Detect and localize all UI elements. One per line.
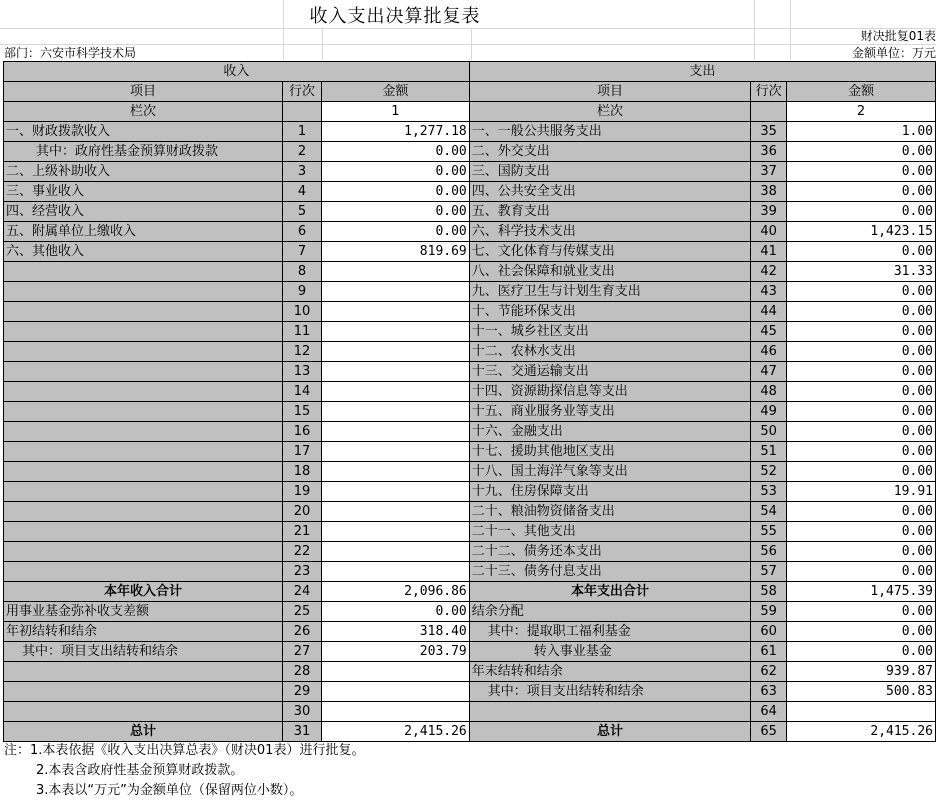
expense-amount: [787, 702, 936, 722]
expense-item: 其中：提取职工福利基金: [469, 622, 750, 642]
income-item: [4, 542, 283, 562]
income-row-number: 5: [283, 202, 322, 222]
income-amount: [321, 382, 469, 402]
income-amount: 1,277.18: [321, 122, 469, 142]
expense-amount: 0.00: [787, 502, 936, 522]
income-row-number: 20: [283, 502, 322, 522]
expense-row-number: 44: [751, 302, 787, 322]
income-item: [4, 322, 283, 342]
income-item: 用事业基金弥补收支差额: [4, 602, 283, 622]
expense-row-number: 60: [751, 622, 787, 642]
income-item: [4, 262, 283, 282]
expense-amount: 0.00: [787, 382, 936, 402]
expense-row-number: 51: [751, 442, 787, 462]
expense-amount: 19.91: [787, 482, 936, 502]
expense-row-number: 37: [751, 162, 787, 182]
expense-item: 十四、资源勘探信息等支出: [469, 382, 750, 402]
expense-amount: 0.00: [787, 142, 936, 162]
table-row: [4, 282, 936, 302]
income-item: 年初结转和结余: [4, 622, 283, 642]
expense-row-number: 53: [751, 482, 787, 502]
table-row: [4, 182, 936, 202]
expense-amount: 0.00: [787, 242, 936, 262]
income-row-number: 17: [283, 442, 322, 462]
income-row-number: 9: [283, 282, 322, 302]
income-rowno-header: 行次: [283, 82, 322, 102]
income-row-number: 31: [283, 722, 322, 742]
table-row: [4, 662, 936, 682]
expense-amount: 0.00: [787, 622, 936, 642]
expense-row-number: 63: [751, 682, 787, 702]
income-column-number: 1: [321, 102, 469, 122]
expense-row-number: 56: [751, 542, 787, 562]
report-title: 收入支出决算批复表: [309, 6, 481, 27]
income-amount: [321, 682, 469, 702]
expense-amount: 0.00: [787, 562, 936, 582]
income-item: [4, 422, 283, 442]
income-item: 总计: [4, 722, 283, 742]
income-amount: [321, 562, 469, 582]
income-column-label: 栏次: [4, 102, 283, 122]
income-row-number: 11: [283, 322, 322, 342]
expense-amount: 0.00: [787, 202, 936, 222]
expense-row-number: 38: [751, 182, 787, 202]
income-amount: [321, 362, 469, 382]
income-item: 二、上级补助收入: [4, 162, 283, 182]
expense-amount: 0.00: [787, 542, 936, 562]
expense-amount: 0.00: [787, 462, 936, 482]
income-row-number: 15: [283, 402, 322, 422]
income-row-number: 23: [283, 562, 322, 582]
income-item: [4, 562, 283, 582]
expense-row-number: 39: [751, 202, 787, 222]
income-row-number: 29: [283, 682, 322, 702]
income-amount: [321, 322, 469, 342]
table-row: [4, 682, 936, 702]
income-amount: 2,096.86: [321, 582, 469, 602]
income-item: [4, 282, 283, 302]
expense-row-number: 36: [751, 142, 787, 162]
footnote-2: 2.本表含政府性基金预算财政拨款。: [36, 763, 244, 778]
expense-amount: 0.00: [787, 422, 936, 442]
income-row-number: 22: [283, 542, 322, 562]
income-amount-header: 金额: [321, 82, 469, 102]
income-row-number: 4: [283, 182, 322, 202]
expense-row-number: 48: [751, 382, 787, 402]
expense-item: 十八、国土海洋气象等支出: [469, 462, 750, 482]
table-row: [4, 222, 936, 242]
income-amount: [321, 442, 469, 462]
expense-row-number: 62: [751, 662, 787, 682]
expense-amount: 0.00: [787, 602, 936, 622]
table-row: [4, 142, 936, 162]
expense-item: 十五、商业服务业等支出: [469, 402, 750, 422]
income-row-number: 19: [283, 482, 322, 502]
table-row: [4, 122, 936, 142]
expense-amount: 0.00: [787, 362, 936, 382]
income-section-header: 收入: [4, 62, 470, 82]
footnote-3: 3.本表以“万元”为金额单位（保留两位小数）。: [36, 783, 303, 798]
income-amount: [321, 262, 469, 282]
table-row: [4, 242, 936, 262]
income-row-number: 27: [283, 642, 322, 662]
income-amount: 318.40: [321, 622, 469, 642]
expense-row-number: 35: [751, 122, 787, 142]
table-row: [4, 382, 936, 402]
table-row: [4, 362, 936, 382]
expense-item: 五、教育支出: [469, 202, 750, 222]
income-amount: [321, 702, 469, 722]
income-amount: [321, 542, 469, 562]
income-item: [4, 302, 283, 322]
table-row: [4, 262, 936, 282]
income-amount: [321, 502, 469, 522]
expense-amount: 1,423.15: [787, 222, 936, 242]
table-row: [4, 582, 936, 602]
expense-item: 十二、农林水支出: [469, 342, 750, 362]
income-item: 五、附属单位上缴收入: [4, 222, 283, 242]
expense-row-number: 57: [751, 562, 787, 582]
table-row: [4, 402, 936, 422]
expense-amount: 0.00: [787, 402, 936, 422]
income-row-number: 24: [283, 582, 322, 602]
income-item: 三、事业收入: [4, 182, 283, 202]
income-item: 其中：项目支出结转和结余: [4, 642, 283, 662]
income-amount: [321, 282, 469, 302]
expense-item: 结余分配: [469, 602, 750, 622]
income-item: 本年收入合计: [4, 582, 283, 602]
income-amount: 0.00: [321, 202, 469, 222]
expense-section-header: 支出: [469, 62, 935, 82]
income-amount: [321, 462, 469, 482]
header-row-columns: [4, 82, 936, 102]
expense-amount: 0.00: [787, 342, 936, 362]
income-amount: 0.00: [321, 602, 469, 622]
expense-item: 一、一般公共服务支出: [469, 122, 750, 142]
expense-item: 年末结转和结余: [469, 662, 750, 682]
expense-item: 十、节能环保支出: [469, 302, 750, 322]
form-code: 财决批复01表: [860, 29, 936, 43]
income-amount: [321, 482, 469, 502]
expense-item: 十三、交通运输支出: [469, 362, 750, 382]
expense-amount: 31.33: [787, 262, 936, 282]
expense-amount: 0.00: [787, 522, 936, 542]
expense-amount: 0.00: [787, 302, 936, 322]
income-row-number: 10: [283, 302, 322, 322]
income-item: [4, 482, 283, 502]
expense-row-number: 42: [751, 262, 787, 282]
income-item: 一、财政拨款收入: [4, 122, 283, 142]
income-row-number: 16: [283, 422, 322, 442]
income-row-number: 1: [283, 122, 322, 142]
income-amount: [321, 422, 469, 442]
expense-row-number: 41: [751, 242, 787, 262]
table-row: [4, 482, 936, 502]
table-row: [4, 462, 936, 482]
table-row: [4, 442, 936, 462]
expense-column-number: 2: [787, 102, 936, 122]
table-row: [4, 502, 936, 522]
expense-item: 十六、金融支出: [469, 422, 750, 442]
header-row-sections: [4, 62, 936, 82]
expense-row-number: 45: [751, 322, 787, 342]
expense-item: 二十三、债务付息支出: [469, 562, 750, 582]
income-amount: 0.00: [321, 162, 469, 182]
expense-amount: 0.00: [787, 442, 936, 462]
table-row: [4, 202, 936, 222]
income-row-number: 6: [283, 222, 322, 242]
income-item: [4, 402, 283, 422]
income-expense-table: [3, 61, 936, 742]
department-label: 部门：六安市科学技术局: [4, 46, 137, 60]
table-row: [4, 642, 936, 662]
expense-amount: 0.00: [787, 642, 936, 662]
income-amount: [321, 402, 469, 422]
expense-amount: 500.83: [787, 682, 936, 702]
header-row-column-numbers: [4, 102, 936, 122]
income-amount: 0.00: [321, 222, 469, 242]
expense-item: 二十、粮油物资储备支出: [469, 502, 750, 522]
expense-amount: 0.00: [787, 162, 936, 182]
table-row: [4, 562, 936, 582]
table-row: [4, 302, 936, 322]
expense-item: 四、公共安全支出: [469, 182, 750, 202]
expense-amount: 0.00: [787, 282, 936, 302]
expense-row-number: 54: [751, 502, 787, 522]
expense-item: 本年支出合计: [469, 582, 750, 602]
expense-item: 十一、城乡社区支出: [469, 322, 750, 342]
expense-amount: 0.00: [787, 322, 936, 342]
expense-amount-header: 金额: [787, 82, 936, 102]
expense-row-number: 49: [751, 402, 787, 422]
expense-row-number: 50: [751, 422, 787, 442]
income-row-number: 21: [283, 522, 322, 542]
expense-row-number: 58: [751, 582, 787, 602]
expense-amount: 1,475.39: [787, 582, 936, 602]
expense-item: 七、文化体育与传媒支出: [469, 242, 750, 262]
income-amount: 819.69: [321, 242, 469, 262]
income-row-number: 26: [283, 622, 322, 642]
table-row: [4, 722, 936, 742]
expense-row-number: 61: [751, 642, 787, 662]
income-row-number: 13: [283, 362, 322, 382]
income-amount: 2,415.26: [321, 722, 469, 742]
expense-item: 二十一、其他支出: [469, 522, 750, 542]
income-item: [4, 442, 283, 462]
expense-row-number: 65: [751, 722, 787, 742]
table-row: [4, 342, 936, 362]
income-item: 其中：政府性基金预算财政拨款: [4, 142, 283, 162]
unit-label: 金额单位：万元: [851, 46, 936, 60]
income-row-number: 28: [283, 662, 322, 682]
income-amount: [321, 662, 469, 682]
income-item: [4, 342, 283, 362]
income-row-number: 14: [283, 382, 322, 402]
expense-item: 六、科学技术支出: [469, 222, 750, 242]
expense-item: 十七、援助其他地区支出: [469, 442, 750, 462]
income-item: 四、经营收入: [4, 202, 283, 222]
expense-item: 三、国防支出: [469, 162, 750, 182]
income-row-number: 18: [283, 462, 322, 482]
income-amount: [321, 342, 469, 362]
income-row-number: 2: [283, 142, 322, 162]
expense-row-number: 52: [751, 462, 787, 482]
income-row-number: 8: [283, 262, 322, 282]
expense-item: 二十二、债务还本支出: [469, 542, 750, 562]
expense-item-header: 项目: [469, 82, 750, 102]
expense-amount: 0.00: [787, 182, 936, 202]
expense-amount: 2,415.26: [787, 722, 936, 742]
expense-item: [469, 702, 750, 722]
table-row: [4, 542, 936, 562]
expense-item: 九、医疗卫生与计划生育支出: [469, 282, 750, 302]
income-row-number: 3: [283, 162, 322, 182]
expense-row-number: 59: [751, 602, 787, 622]
income-amount: 0.00: [321, 182, 469, 202]
income-item: [4, 462, 283, 482]
income-item-header: 项目: [4, 82, 283, 102]
income-amount: [321, 302, 469, 322]
expense-item: 二、外交支出: [469, 142, 750, 162]
table-row: [4, 622, 936, 642]
expense-row-number: 47: [751, 362, 787, 382]
income-row-number: 30: [283, 702, 322, 722]
footnotes: [4, 741, 364, 801]
expense-amount: 939.87: [787, 662, 936, 682]
income-item: [4, 382, 283, 402]
expense-row-number: 43: [751, 282, 787, 302]
expense-amount: 1.00: [787, 122, 936, 142]
expense-item: 其中：项目支出结转和结余: [469, 682, 750, 702]
income-row-number: 25: [283, 602, 322, 622]
income-item: [4, 662, 283, 682]
income-item: [4, 502, 283, 522]
expense-rowno-header: 行次: [751, 82, 787, 102]
income-item: [4, 522, 283, 542]
income-item: [4, 682, 283, 702]
expense-column-label: 栏次: [469, 102, 750, 122]
table-row: [4, 702, 936, 722]
expense-item: 八、社会保障和就业支出: [469, 262, 750, 282]
table-row: [4, 162, 936, 182]
expense-row-number: 55: [751, 522, 787, 542]
expense-row-number: 64: [751, 702, 787, 722]
table-row: [4, 422, 936, 442]
expense-row-number: 46: [751, 342, 787, 362]
expense-item: 十九、住房保障支出: [469, 482, 750, 502]
income-item: 六、其他收入: [4, 242, 283, 262]
income-amount: [321, 522, 469, 542]
table-row: [4, 602, 936, 622]
income-amount: 203.79: [321, 642, 469, 662]
expense-item: 转入事业基金: [469, 642, 750, 662]
expense-row-number: 40: [751, 222, 787, 242]
income-item: [4, 702, 283, 722]
table-row: [4, 322, 936, 342]
footnote-1: 注：1.本表依据《收入支出决算总表》（财决01表）进行批复。: [4, 743, 365, 758]
income-amount: 0.00: [321, 142, 469, 162]
table-row: [4, 522, 936, 542]
income-row-number: 12: [283, 342, 322, 362]
expense-item: 总计: [469, 722, 750, 742]
income-item: [4, 362, 283, 382]
income-row-number: 7: [283, 242, 322, 262]
